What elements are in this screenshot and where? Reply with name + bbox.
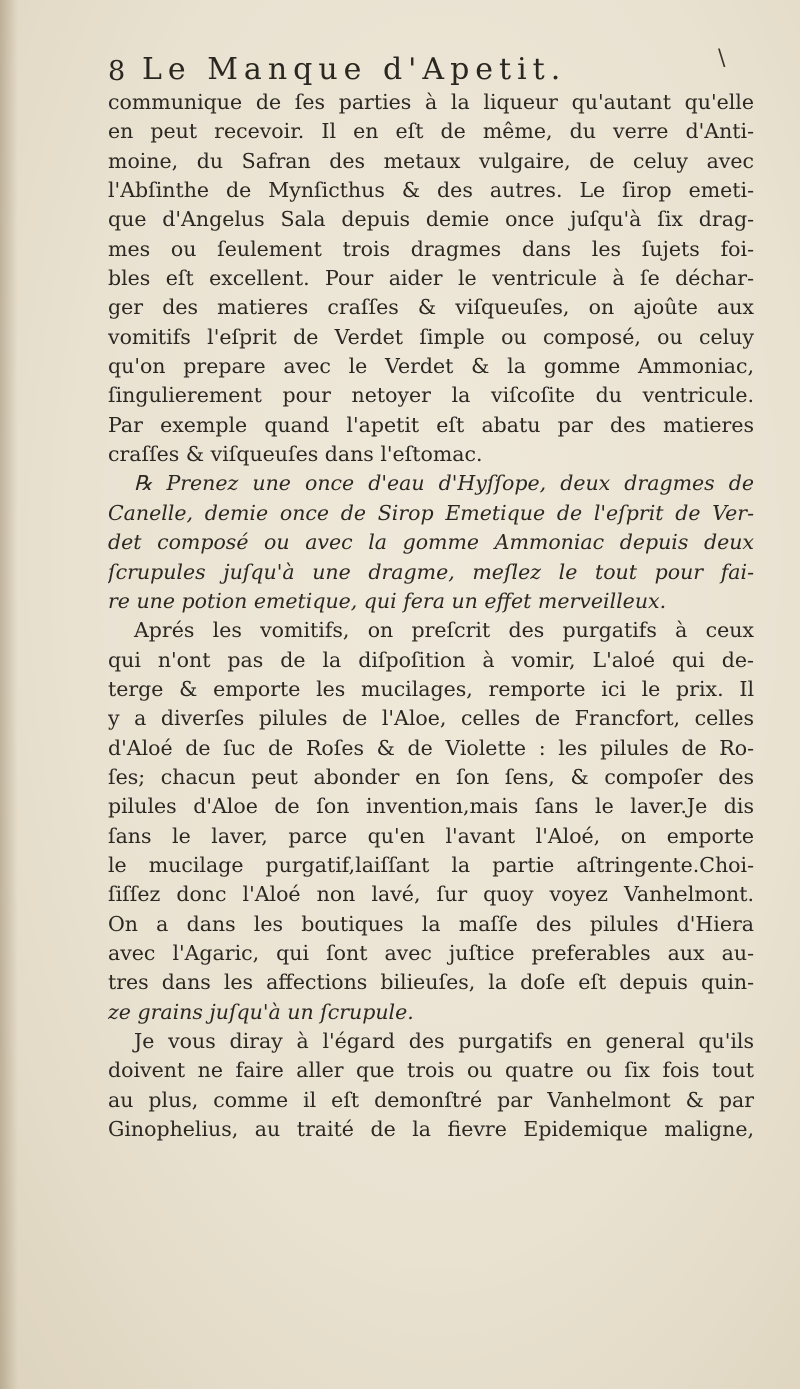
text-line: l'Abſinthe de Mynſicthus & des autres. Le ſirop emeti-	[108, 178, 754, 203]
text-line: terge & emporte les mucilages, remporte ici le prix. Il	[108, 676, 754, 701]
text-line: bles eſt excellent. Pour aider le ventricule à ſe déchar-	[108, 266, 754, 291]
text-line: vomitifs l'eſprit de Verdet ſimple ou composé, ou celuy	[108, 324, 754, 349]
body-text	[108, 88, 754, 1144]
text-line: doivent ne faire aller que trois ou quatre ou ſix fois tout	[108, 1058, 754, 1083]
recipe-line: re une potion emetique, qui fera un effet merveilleux.	[108, 588, 667, 613]
margin-mark: \	[718, 46, 726, 71]
text-line: avec l'Agaric, qui ſont avec juſtice preferables aux au-	[108, 940, 754, 965]
text-line: craſſes & viſqueuſes dans l'eſtomac.	[108, 442, 483, 467]
text-line: communique de ſes parties à la liqueur qu'autant qu'elle	[108, 90, 754, 114]
text-line: ſans le laver, parce qu'en l'avant l'Aloé, on emporte	[108, 823, 754, 848]
text-line: qu'on prepare avec le Verdet & la gomme Ammoniac,	[108, 354, 754, 379]
text-line: Ginophelius, au traité de la fievre Epidemique maligne,	[108, 1117, 754, 1142]
text-line: Je vous diray à l'égard des purgatifs en general qu'ils	[134, 1029, 754, 1053]
running-title: Le Manque d'Apetit.	[142, 52, 567, 87]
text-line: au plus, comme il eſt demonſtré par Vanhelmont & par	[108, 1087, 754, 1112]
text-line: Aprés les vomitifs, on preſcrit des purgatifs à ceux	[134, 618, 754, 643]
text-line: tres dans les affections bilieuſes, la doſe eſt depuis quin-	[108, 970, 754, 995]
text-line: ger des matieres craſſes & viſqueuſes, on ajoûte aux	[108, 295, 754, 320]
page-number: 8	[108, 56, 126, 87]
text-line: ſiſſez donc l'Aloé non lavé, ſur quoy voyez Vanhelmont.	[108, 882, 754, 907]
text-line: moine, du Safran des metaux vulgaire, de celuy avec	[108, 148, 754, 173]
recipe-line: Canelle, demie once de Sirop Emetique de l'eſprit de Ver-	[108, 500, 754, 525]
text-line: en peut recevoir. Il en eſt de même, du verre d'Anti-	[108, 119, 754, 144]
text-line: le mucilage purgatif,laiſſant la partie aſtringente.Choi-	[108, 852, 754, 877]
text-line: pilules d'Aloe de ſon invention,mais ſans le laver.Je dis	[108, 794, 754, 819]
text-line: que d'Angelus Sala depuis demie once juſqu'à ſix drag-	[108, 207, 754, 232]
text-line: ſingulierement pour netoyer la viſcoſite du ventricule.	[108, 383, 754, 408]
text-line: d'Aloé de ſuc de Roſes & de Violette : les pilules de Ro-	[108, 735, 754, 760]
recipe-line: ſcrupules juſqu'à une dragme, meſlez le tout pour fai-	[108, 559, 754, 584]
text-line: Par exemple quand l'apetit eſt abatu par des matieres	[108, 412, 754, 437]
recipe-line: det composé ou avec la gomme Ammoniac depuis deux	[108, 530, 754, 555]
page-gutter-shadow	[0, 0, 18, 1389]
recipe-line: ℞ Prenez une once d'eau d'Hyſſope, deux dragmes de	[134, 471, 754, 496]
text-line: y a diverſes pilules de l'Aloe, celles de Francfort, celles	[108, 706, 754, 731]
text-line: ſes; chacun peut abonder en ſon ſens, & compoſer des	[108, 764, 754, 789]
text-line: qui n'ont pas de la diſpoſition à vomir, L'aloé qui de-	[108, 647, 754, 672]
text-line: On a dans les boutiques la maſſe des pilules d'Hiera	[108, 911, 754, 936]
text-line: ze grains juſqu'à un ſcrupule.	[108, 999, 414, 1024]
text-line: mes ou ſeulement trois dragmes dans les ſujets foi-	[108, 236, 754, 261]
